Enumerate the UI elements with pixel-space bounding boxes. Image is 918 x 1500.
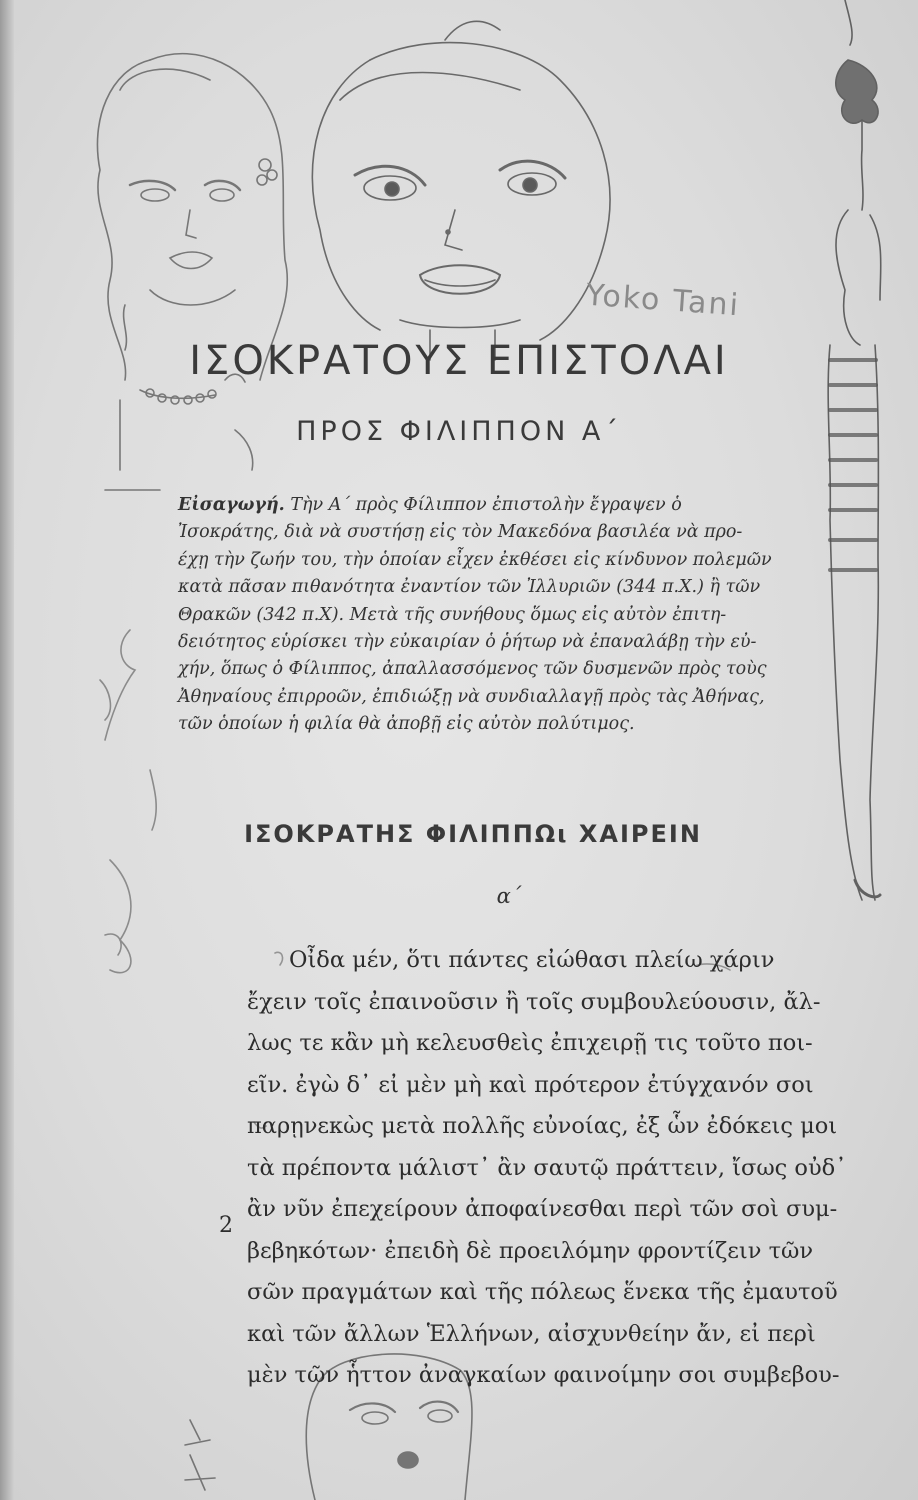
body-line: λως τε κἂν μὴ κελευσθεὶς ἐπιχειρῇ τις τοῦτο ποι- (247, 1030, 813, 1056)
body-line: βεβηκότων· ἐπειδὴ δὲ προειλόμην φροντίζειν τῶν (247, 1237, 814, 1264)
greeting-heading: ΙΣΟΚΡΑΤΗΣ ΦΙΛΙΠΠΩι ΧΑΙΡΕΙΝ (244, 820, 702, 848)
body-line: μὲν τῶν ἧττον ἀναγκαίων φαινοίμην σοι συμβεβου- (247, 1362, 840, 1388)
body-line: σῶν πραγμάτων καὶ τῆς πόλεως ἕνεκα τῆς ἐμαυτοῦ (247, 1279, 838, 1305)
body-line: παρῃνεκὼς μετὰ πολλῆς εὐνοίας, ἐξ ὧν ἐδόκεις μοι (247, 1113, 838, 1139)
body-line: ἔχειν τοῖς ἐπαινοῦσιν ἢ τοῖς συμβουλεύουσιν, ἄλ- (247, 988, 821, 1015)
intro-lead: Εἰσαγωγή. (178, 495, 285, 515)
body-line: εῖν. ἐγὼ δ᾽ εἰ μὲν μὴ καὶ πρότερον ἐτύγχανόν σοι (247, 1071, 814, 1098)
body-line: τὰ πρέποντα μάλιστ᾽ ἂν σαυτῷ πράττειν, ἴσως οὐδ᾽ (247, 1154, 847, 1181)
handwritten-note: Yoko Tani (584, 277, 742, 324)
intro-line: κατὰ πᾶσαν πιθανότητα ἐναντίον τῶν Ἰλλυριῶν (344 π.Χ.) ἢ τῶν (178, 577, 761, 598)
section-mark: α΄ (496, 884, 522, 908)
margin-section-number: 2 (219, 1213, 233, 1238)
intro-line: Ἰσοκράτης, διὰ νὰ συστήσῃ εἰς τὸν Μακεδόνα βασιλέα νὰ προ- (178, 522, 743, 543)
intro-line: χήν, ὅπως ὁ Φίλιππος, ἀπαλλασσόμενος τῶν δυσμενῶν πρὸς τοὺς (178, 659, 767, 680)
letter-body (247, 940, 877, 1397)
intro-line-text: Τὴν Α΄ πρὸς Φίλιππον ἐπιστολὴν ἔγραψεν ὁ (290, 495, 682, 515)
intro-line: Θρακῶν (342 π.Χ). Μετὰ τῆς συνήθους ὅμως εἰς αὐτὸν ἐπιτη- (178, 604, 727, 625)
body-line: ἂν νῦν ἐπεχείρουν ἀποφαίνεσθαι περὶ τῶν σοὶ συμ- (247, 1196, 838, 1222)
intro-line: Ἀθηναίους ἐπιρροῶν, ἐπιδιώξῃ νὰ συνδιαλλαγῇ πρὸς τὰς Ἀθήνας, (178, 686, 765, 707)
intro-line: τῶν ὁποίων ἡ φιλία θὰ ἀποβῇ εἰς αὐτὸν πολύτιμος. (178, 714, 635, 735)
intro-line: έχῃ τὴν ζωήν του, τὴν ὁποίαν εἶχεν ἐκθέσει εἰς κίνδυνον πολεμῶν (178, 549, 772, 570)
page-subtitle: ΠΡΟΣ ΦΙΛΙΠΠΟΝ Α΄ (296, 416, 622, 447)
body-line: καὶ τῶν ἄλλων Ἑλλήνων, αἰσχυνθείην ἄν, εἰ περὶ (247, 1320, 816, 1347)
page-title: ΙΣΟΚΡΑΤΟΥΣ ΕΠΙΣΤΟΛΑΙ (189, 338, 729, 384)
body-line: Οἶδα μέν, ὅτι πάντες εἰώθασι πλείω χάριν (289, 947, 775, 973)
introduction-paragraph (178, 492, 858, 739)
intro-line: δειότητος εὑρίσκει τὴν εὐκαιρίαν ὁ ῥήτωρ νὰ ἐπαναλάβῃ τὴν εὐ- (178, 632, 757, 653)
intro-line (178, 492, 858, 519)
